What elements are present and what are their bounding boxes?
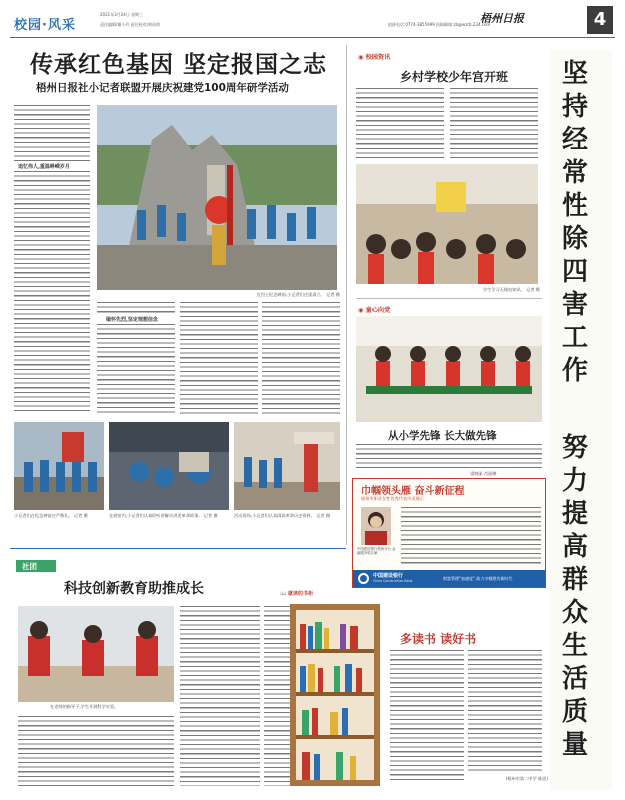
campus-body-col2 — [450, 88, 538, 158]
page-number: 4 — [587, 6, 613, 34]
books-body-col1 — [390, 650, 464, 780]
lead-title: 传承红色基因 坚定报国之志 — [30, 52, 328, 78]
slogan-top: 坚持经常性除四害工作 — [562, 59, 589, 386]
childlike-body — [356, 444, 542, 470]
campus-photo — [356, 164, 538, 284]
books-author: (梧州市第二中学 陈思) — [505, 776, 548, 781]
issue-date: 2021年3月24日 星期三 — [100, 12, 144, 17]
lead-body-col1b — [14, 171, 90, 411]
books-title: 多读书 读好书 — [400, 632, 477, 646]
club-body-col1 — [180, 606, 260, 786]
bank-name: 中国建设银行 — [373, 573, 404, 579]
club-label-box — [16, 560, 56, 572]
childlike-photo — [356, 316, 542, 422]
childlike-title: 从小学先锋 长大做先锋 — [388, 430, 497, 442]
bank-slogan: 财富管理“加速度”,助力巾帼建功新时代 — [443, 576, 513, 581]
campus-photo-caption: 学生学习无线电知识。 记者 摄 — [482, 287, 540, 292]
club-label: 社团 — [22, 562, 37, 571]
ad-subline: 梧州市职业女性优秀代表风采展示 — [361, 496, 424, 501]
lead-body-col4 — [262, 302, 340, 414]
books-label — [280, 590, 313, 597]
childlike-label-text: 童心向党 — [365, 307, 391, 314]
lead-bottom-photo-3 — [234, 422, 340, 510]
lead-body-col1 — [14, 105, 90, 161]
lead-body-col2 — [97, 302, 175, 314]
lead-bottom-caption-2: 在展馆内,小记者们认真聆听讲解员讲述革命故事。 记者 摄 — [109, 513, 218, 518]
campus-body-col1 — [356, 88, 444, 158]
lead-subhead-2: 缅怀先烈,坚定理想信念 — [106, 317, 158, 323]
club-photo — [18, 606, 174, 702]
lead-photo-caption: 在烈士纪念碑前,小记者们庄重肃立。 记者 摄 — [256, 292, 340, 297]
bookshelf-photo — [290, 604, 380, 786]
ad-headline: 巾帼领头雁 奋斗新征程 — [361, 486, 465, 497]
paper-name: 梧州日报 — [480, 12, 524, 25]
club-body-col3 — [18, 716, 174, 786]
lead-bottom-caption-3: 活动现场,小记者们认真阅读革命历史资料。 记者 摄 — [234, 513, 331, 518]
club-photo-caption: 在老师的指导下,学生开展科学实验。 — [50, 704, 119, 709]
lead-bottom-photo-1 — [14, 422, 104, 510]
ad-body — [401, 507, 541, 565]
slogan-column — [550, 50, 612, 790]
lead-photo — [97, 105, 337, 290]
masthead-rule — [10, 37, 615, 38]
column-divider — [346, 45, 347, 545]
childlike-author: 梁晓丽 肖丽娜 — [470, 471, 497, 476]
bank-logo-icon — [358, 573, 369, 584]
lead-body-col3 — [180, 302, 258, 414]
lead-subtitle: 梧州日报社小记者联盟开展庆祝建党100周年研学活动 — [36, 82, 289, 94]
masthead — [10, 6, 615, 36]
childlike-label-icon: ◉ — [358, 307, 366, 314]
ad-bank-bar — [353, 570, 545, 587]
section-title: 校园·风采 — [14, 18, 76, 33]
lead-body-col2b — [97, 324, 175, 414]
contact-line: 值班电话:0774-3855999 投稿邮箱:zb@wzrb.234.com — [388, 22, 491, 27]
childlike-divider — [356, 298, 542, 299]
campus-title: 乡村学校少年宫开班 — [400, 70, 509, 84]
ad-box — [352, 478, 546, 588]
campus-label — [358, 52, 390, 61]
ad-portrait-caption: 中国建设银行梧州分行 金融服务领头雁 — [357, 547, 396, 556]
campus-label-icon: ◉ — [358, 54, 366, 61]
editor-line: 责任编辑/谢小玲 责任校对/黄雨鸿 — [100, 22, 160, 27]
books-label-text: 就读的书柜 — [287, 591, 313, 597]
club-title: 科技创新教育助推成长 — [64, 581, 204, 597]
childlike-label — [358, 305, 390, 314]
lead-bottom-caption-1: 小记者们在纪念碑前庄严敬礼。 记者 摄 — [14, 513, 88, 518]
campus-label-text: 校园资讯 — [365, 54, 391, 61]
lower-section-rule — [10, 548, 346, 549]
lead-bottom-photo-2 — [109, 422, 229, 510]
ad-portrait — [361, 507, 391, 545]
books-body-col2 — [468, 650, 542, 774]
slogan-bottom: 努力提高群众生活质量 — [562, 433, 589, 760]
book-icon: 📖 — [280, 591, 288, 597]
lead-subhead-1: 追忆伟人,重温峥嵘岁月 — [18, 164, 70, 170]
bank-name-en: China Construction Bank — [373, 579, 413, 583]
